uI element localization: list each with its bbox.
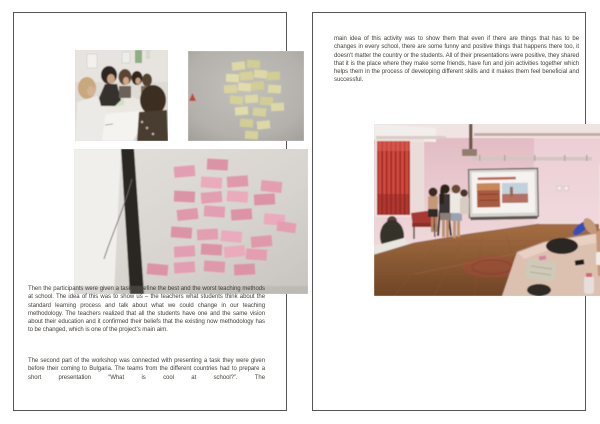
photo-students-table-image [75, 50, 168, 141]
photo-yellow-sticky-notes-image [188, 51, 304, 141]
body-paragraph: main idea of this activity was to show them that even if there are things that has to be changes in every school, there are some funny and positive things that happens there too, it doesn't matter the country or the students. All of their presentations were positive, they shared that it is the place where they make some friends, have fun and join activities together which helps them in the process of developing different skills and it makes them feel beneficial and successful. [334, 36, 579, 84]
photo-pink-sticky-notes [74, 149, 308, 294]
body-paragraph: The second part of the workshop was connected with presenting a task they were given before their coming to Bulgaria. The teams from the different countries had to prepare a short presentation “What is cool at school?”. The [28, 358, 265, 381]
photo-students-table [75, 50, 168, 141]
page-left [13, 12, 287, 411]
presentation-screen [469, 168, 539, 220]
projector [462, 149, 477, 156]
photo-classroom-presentation-image [374, 124, 600, 296]
photo-classroom-presentation [374, 124, 600, 296]
photo-yellow-sticky-notes [188, 51, 304, 141]
window-red-blinds [375, 139, 424, 217]
page-right [312, 12, 586, 411]
projector-pole [469, 124, 473, 151]
photo-pink-sticky-notes-image [74, 149, 308, 294]
body-paragraph: Then the participants were given a task to define the best and the worst teaching methods at school. The idea of this was to show us – the teachers what students think about the standard learning process and talk about what we could change in our teaching methodology. The teachers realized that all the students have one and the same vision about their education and it confirmed their beliefs that the existing now methodology has to be changed, which is one of the project's main aim. [28, 286, 265, 334]
